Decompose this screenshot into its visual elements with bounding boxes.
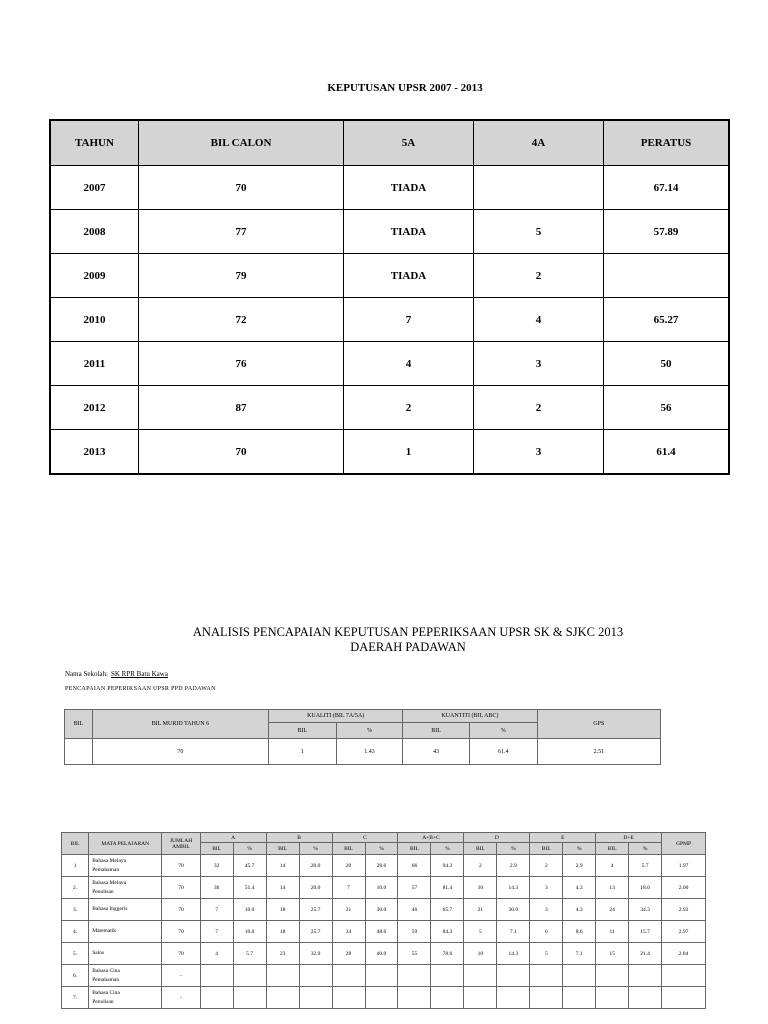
summary-table	[64, 709, 661, 765]
value-cell: 51.4	[233, 877, 266, 899]
table-row	[50, 342, 729, 386]
school-label: Nama Sekolah:	[65, 670, 108, 678]
header-grade: E	[530, 833, 596, 843]
value-cell	[497, 965, 530, 987]
value-cell: 28	[332, 943, 365, 965]
gpmp-cell: 1.97	[662, 855, 706, 877]
value-cell: 78.6	[431, 943, 464, 965]
value-cell	[398, 965, 431, 987]
subject-cell	[89, 965, 162, 987]
gpmp-cell: 2.93	[662, 899, 706, 921]
header-gpmp: GPMP	[662, 833, 706, 855]
table-cell: 70	[139, 166, 344, 210]
table-header-row	[62, 833, 706, 843]
value-cell: 45.7	[233, 855, 266, 877]
table-row	[50, 166, 729, 210]
section2-subtitle: PENCAPAIAN PEPERIKSAAN UPSR PPD PADAWAN	[65, 686, 216, 692]
subheader-pct: %	[497, 843, 530, 855]
header-kualiti: KUALITI (BIL 7A/5A)	[268, 710, 402, 723]
row-number: 4.	[62, 921, 89, 943]
value-cell	[233, 965, 266, 987]
value-cell: 34	[332, 921, 365, 943]
value-cell: 30.0	[497, 899, 530, 921]
value-cell: 10.0	[233, 899, 266, 921]
table-cell: 2	[474, 386, 604, 430]
table-cell: 4	[344, 342, 474, 386]
value-cell	[464, 987, 497, 1009]
row-number: 1	[62, 855, 89, 877]
table-cell: TIADA	[344, 254, 474, 298]
value-cell: 5.7	[233, 943, 266, 965]
table-cell: 2007	[50, 166, 139, 210]
gpmp-cell: 2.00	[662, 877, 706, 899]
value-cell: 7.1	[563, 943, 596, 965]
value-cell	[332, 965, 365, 987]
value-cell: 2.9	[563, 855, 596, 877]
subheader-bil: BIL	[398, 843, 431, 855]
value-cell: 57	[398, 877, 431, 899]
table-cell: 2013	[50, 430, 139, 475]
value-cell: 20	[332, 855, 365, 877]
table-cell: 57.89	[604, 210, 730, 254]
value-cell: 36	[200, 877, 233, 899]
value-cell: 21.4	[629, 943, 662, 965]
subject-line1: Matematik	[92, 928, 117, 934]
value-cell: 7	[200, 921, 233, 943]
value-cell	[497, 987, 530, 1009]
subheader-pct: %	[431, 843, 464, 855]
value-cell: 3	[530, 899, 563, 921]
value-cell	[563, 987, 596, 1009]
header-grade: C	[332, 833, 398, 843]
table-header-row	[65, 710, 661, 723]
section2-title	[0, 625, 768, 655]
value-cell: 5	[530, 943, 563, 965]
header-bil-murid: BIL MURID TAHUN 6	[92, 710, 268, 739]
cell: 2.51	[537, 739, 660, 765]
row-number: 5.	[62, 943, 89, 965]
value-cell: 25.7	[299, 921, 332, 943]
value-cell: 24	[596, 899, 629, 921]
subject-line1: Bahasa Melayu	[92, 879, 127, 886]
header-grade: A	[200, 833, 266, 843]
table-cell: 56	[604, 386, 730, 430]
subheader-bil: BIL	[200, 843, 233, 855]
value-cell: 3	[530, 877, 563, 899]
gpmp-cell	[662, 987, 706, 1009]
value-cell	[233, 987, 266, 1009]
section2-title-line2: DAERAH PADAWAN	[350, 640, 466, 654]
header-bil: BIL	[65, 710, 93, 739]
table-row	[62, 943, 706, 965]
value-cell: 2	[530, 855, 563, 877]
value-cell	[596, 987, 629, 1009]
table-row	[62, 921, 706, 943]
value-cell: 65.7	[431, 899, 464, 921]
table-cell: TIADA	[344, 166, 474, 210]
subheader-pct: %	[563, 843, 596, 855]
header-peratus: PERATUS	[604, 120, 730, 166]
value-cell: 4	[200, 943, 233, 965]
header-gps: GPS	[537, 710, 660, 739]
table-cell: 2008	[50, 210, 139, 254]
row-number: 7.	[62, 987, 89, 1009]
cell: 43	[403, 739, 470, 765]
table-cell: 3	[474, 430, 604, 475]
table-cell: 2	[474, 254, 604, 298]
table-cell	[474, 166, 604, 210]
table-cell: 65.27	[604, 298, 730, 342]
table-cell	[604, 254, 730, 298]
header-kuantiti: KUANTITI (BIL ABC)	[403, 710, 537, 723]
subheader-pct: %	[469, 723, 537, 739]
value-cell	[563, 965, 596, 987]
value-cell	[332, 987, 365, 1009]
value-cell: 21	[464, 899, 497, 921]
subheader-pct: %	[299, 843, 332, 855]
header-grade: D	[464, 833, 530, 843]
table-cell: 1	[344, 430, 474, 475]
value-cell: 7	[200, 899, 233, 921]
header-grade: B	[266, 833, 332, 843]
table-cell: 2	[344, 386, 474, 430]
value-cell: 81.4	[431, 877, 464, 899]
subheader-bil: BIL	[530, 843, 563, 855]
subheader-pct: %	[629, 843, 662, 855]
subject-line1: Bahasa Cina	[92, 967, 120, 974]
value-cell: 6	[530, 921, 563, 943]
value-cell: 20.0	[299, 855, 332, 877]
table-row	[62, 855, 706, 877]
value-cell: 2	[464, 855, 497, 877]
table-cell: 70	[139, 430, 344, 475]
table-row	[62, 899, 706, 921]
value-cell: 40.0	[365, 943, 398, 965]
header-bil: BIL	[62, 833, 89, 855]
table-cell: 79	[139, 254, 344, 298]
value-cell	[299, 987, 332, 1009]
value-cell	[266, 965, 299, 987]
table-cell: 2010	[50, 298, 139, 342]
cell: 1.43	[336, 739, 403, 765]
header-grade: A+B+C	[398, 833, 464, 843]
table-cell: 4	[474, 298, 604, 342]
jumlah-cell: 70	[162, 899, 200, 921]
subject-line1: Bahasa Cina	[92, 989, 120, 996]
table-cell: 67.14	[604, 166, 730, 210]
subject-cell	[89, 921, 162, 943]
value-cell	[431, 965, 464, 987]
value-cell: 5	[464, 921, 497, 943]
jumlah-cell: -	[162, 965, 200, 987]
value-cell	[629, 987, 662, 1009]
cell: 61.4	[469, 739, 537, 765]
jumlah-cell: 70	[162, 921, 200, 943]
table-header-row	[50, 120, 729, 166]
table-cell: 50	[604, 342, 730, 386]
gpmp-cell: 2.84	[662, 943, 706, 965]
jumlah-cell: 70	[162, 943, 200, 965]
value-cell: 11	[596, 921, 629, 943]
table-cell: 76	[139, 342, 344, 386]
upsr-results-table	[49, 119, 730, 475]
table-row	[50, 430, 729, 475]
value-cell	[629, 965, 662, 987]
table-row	[50, 298, 729, 342]
subject-line2: Pemahaman	[92, 866, 120, 873]
value-cell	[464, 965, 497, 987]
value-cell: 4	[596, 855, 629, 877]
table-cell: 2011	[50, 342, 139, 386]
value-cell: 18.6	[629, 877, 662, 899]
row-number: 6.	[62, 965, 89, 987]
value-cell: 4.3	[563, 899, 596, 921]
value-cell	[530, 965, 563, 987]
value-cell: 84.3	[431, 921, 464, 943]
header-4a: 4A	[474, 120, 604, 166]
value-cell	[365, 987, 398, 1009]
value-cell: 5.7	[629, 855, 662, 877]
table-cell: 7	[344, 298, 474, 342]
subheader-pct: %	[365, 843, 398, 855]
subject-cell	[89, 943, 162, 965]
table-cell: 87	[139, 386, 344, 430]
cell: 70	[92, 739, 268, 765]
table-cell: 2009	[50, 254, 139, 298]
subheader-pct: %	[233, 843, 266, 855]
table-row	[50, 386, 729, 430]
value-cell: 14.3	[497, 877, 530, 899]
subject-cell	[89, 855, 162, 877]
value-cell	[365, 965, 398, 987]
row-number: 3.	[62, 899, 89, 921]
value-cell	[530, 987, 563, 1009]
table-row	[50, 210, 729, 254]
subheader-bil: BIL	[403, 723, 470, 739]
table-row	[50, 254, 729, 298]
subject-analysis-table	[61, 832, 706, 1009]
value-cell: 13	[596, 877, 629, 899]
subheader-bil: BIL	[266, 843, 299, 855]
subheader-bil: BIL	[464, 843, 497, 855]
gpmp-cell: 2.97	[662, 921, 706, 943]
value-cell: 10.0	[233, 921, 266, 943]
subject-line2: Penulisan	[92, 998, 114, 1005]
value-cell: 28.6	[365, 855, 398, 877]
subheader-bil: BIL	[268, 723, 336, 739]
table1-title: KEPUTUSAN UPSR 2007 - 2013	[327, 82, 483, 94]
header-mata-pelajaran: MATA PELAJARAN	[89, 833, 162, 855]
value-cell: 7.1	[497, 921, 530, 943]
subject-cell	[89, 899, 162, 921]
subject-line1: Bahasa Melayu	[92, 857, 127, 864]
gpmp-cell	[662, 965, 706, 987]
subject-line2: Pemahaman	[92, 976, 120, 983]
header-jumlah-ambil: JUMLAH AMBIL	[162, 833, 200, 855]
subheader-bil: BIL	[332, 843, 365, 855]
value-cell: 20.0	[299, 877, 332, 899]
value-cell	[431, 987, 464, 1009]
subheader-bil: BIL	[596, 843, 629, 855]
value-cell: 15.7	[629, 921, 662, 943]
table-row	[62, 987, 706, 1009]
value-cell: 23	[266, 943, 299, 965]
value-cell: 15	[596, 943, 629, 965]
table-cell: 3	[474, 342, 604, 386]
subject-line2: Penulisan	[92, 888, 114, 895]
value-cell: 21	[332, 899, 365, 921]
value-cell: 59	[398, 921, 431, 943]
header-grade: D+E	[596, 833, 662, 843]
value-cell: 46	[398, 899, 431, 921]
table-cell: 2012	[50, 386, 139, 430]
value-cell: 34.3	[629, 899, 662, 921]
value-cell	[299, 965, 332, 987]
value-cell	[200, 987, 233, 1009]
subheader-pct: %	[336, 723, 403, 739]
header-bil-calon: BIL CALON	[139, 120, 344, 166]
value-cell: 14.3	[497, 943, 530, 965]
table-cell: 61.4	[604, 430, 730, 475]
value-cell	[200, 965, 233, 987]
value-cell: 25.7	[299, 899, 332, 921]
cell	[65, 739, 93, 765]
value-cell: 66	[398, 855, 431, 877]
jumlah-cell: 70	[162, 877, 200, 899]
header-tahun: TAHUN	[50, 120, 139, 166]
table-row	[62, 877, 706, 899]
subject-line1: Bahasa Inggeris	[92, 906, 128, 912]
value-cell: 14	[266, 877, 299, 899]
table-cell: 77	[139, 210, 344, 254]
value-cell: 10	[464, 877, 497, 899]
value-cell: 10.0	[365, 877, 398, 899]
table-row	[62, 965, 706, 987]
header-5a: 5A	[344, 120, 474, 166]
table-cell: 5	[474, 210, 604, 254]
value-cell: 94.3	[431, 855, 464, 877]
table-cell: TIADA	[344, 210, 474, 254]
value-cell	[266, 987, 299, 1009]
subject-cell	[89, 987, 162, 1009]
value-cell: 55	[398, 943, 431, 965]
value-cell: 7	[332, 877, 365, 899]
jumlah-cell: -	[162, 987, 200, 1009]
school-name: SK RPR Batu Kawa	[110, 670, 168, 678]
value-cell: 4.3	[563, 877, 596, 899]
jumlah-cell: 70	[162, 855, 200, 877]
subject-cell	[89, 877, 162, 899]
value-cell: 10	[464, 943, 497, 965]
value-cell: 32.9	[299, 943, 332, 965]
table-cell: 72	[139, 298, 344, 342]
value-cell: 30.0	[365, 899, 398, 921]
subject-line1: Sains	[92, 950, 105, 956]
value-cell	[596, 965, 629, 987]
value-cell: 32	[200, 855, 233, 877]
value-cell: 2.9	[497, 855, 530, 877]
value-cell: 18	[266, 921, 299, 943]
cell: 1	[268, 739, 336, 765]
value-cell: 14	[266, 855, 299, 877]
school-line	[65, 670, 168, 678]
table-row	[65, 739, 661, 765]
value-cell: 18	[266, 899, 299, 921]
value-cell	[398, 987, 431, 1009]
value-cell: 48.6	[365, 921, 398, 943]
value-cell: 8.6	[563, 921, 596, 943]
section2-title-line1: ANALISIS PENCAPAIAN KEPUTUSAN PEPERIKSAAN UPSR SK & SJKC 2013	[192, 625, 624, 639]
row-number: 2.	[62, 877, 89, 899]
